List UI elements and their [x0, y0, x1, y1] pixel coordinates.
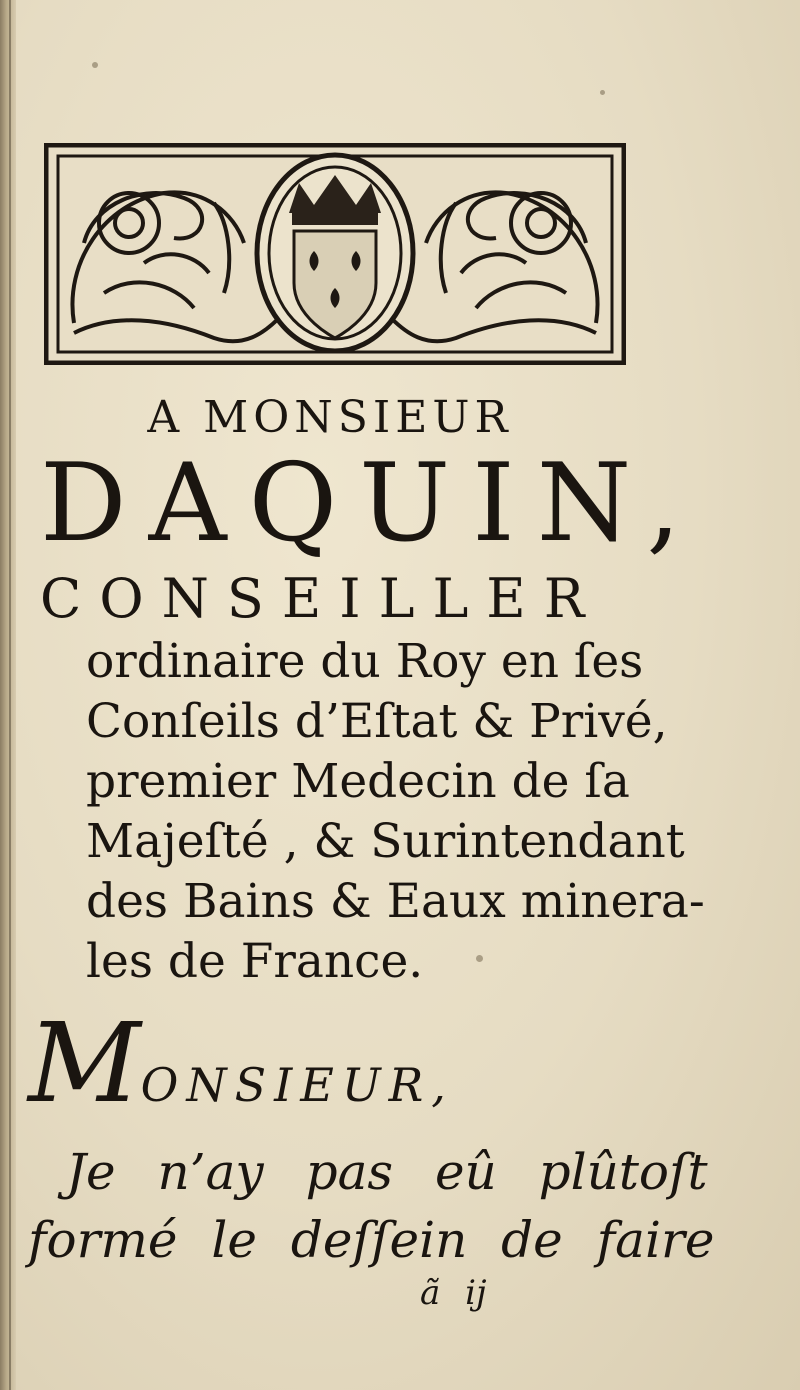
body-line: Conſeils d’Eſtat & Privé,	[86, 694, 668, 749]
salutation	[28, 999, 454, 1127]
salutation-rest: ONSIEUR,	[140, 1058, 454, 1112]
body-line: ordinaire du Roy en ſes	[86, 634, 644, 689]
letter-line: formé le deſſein de faire	[28, 1211, 715, 1269]
page-spine-edge	[0, 0, 16, 1390]
dedicatee-name: DAQUIN,	[40, 441, 703, 566]
letter-line: Je n’ay pas eû plûtoſt	[66, 1143, 708, 1201]
spine-fold-line	[9, 0, 11, 1390]
body-line: premier Medecin de ſa	[86, 754, 630, 809]
dedicatee-title: CONSEILLER	[40, 567, 603, 630]
paper-speck	[92, 62, 98, 68]
letter-opening	[28, 1138, 715, 1274]
dedicatee-offices	[86, 632, 705, 992]
body-line: les de France.	[86, 934, 424, 989]
salutation-initial: M	[28, 999, 141, 1127]
body-line: des Bains & Eaux minera-	[86, 874, 705, 929]
dedication-heading: A MONSIEUR	[147, 392, 513, 443]
body-line: Majeſté , & Surintendant	[86, 814, 685, 869]
signature-mark: ã ij	[420, 1273, 487, 1313]
royal-arms-ornament	[44, 143, 626, 365]
paper-speck	[600, 90, 605, 95]
